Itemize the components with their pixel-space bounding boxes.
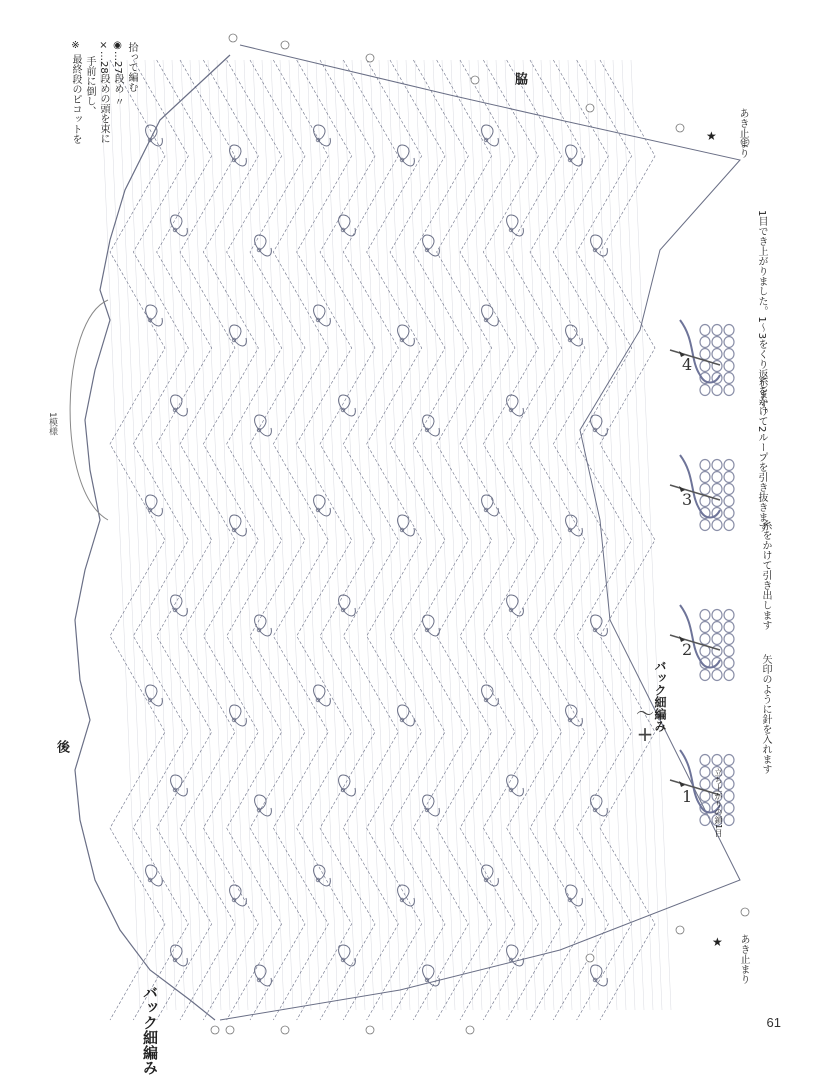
legend-title: バック細編み	[653, 660, 667, 732]
step-2-drawing	[670, 605, 734, 681]
step-4-number: 4	[682, 355, 693, 374]
step-2-number: 2	[682, 640, 693, 659]
legend-symbol-plus: +	[636, 722, 654, 746]
stitch-loop	[700, 520, 710, 531]
stitch-loop	[700, 767, 710, 778]
stitch-loop	[724, 337, 734, 348]
stitch-loop	[700, 610, 710, 621]
pattern-repeat-label: 1模様	[47, 412, 57, 436]
stitch-loop	[724, 658, 734, 669]
stitch-loop	[712, 646, 722, 657]
stitch-loop	[712, 496, 722, 507]
note-line-5: 拾って編む	[126, 42, 137, 92]
stitch-loop	[700, 337, 710, 348]
page-number: 61	[766, 1015, 781, 1030]
stitch-loop	[712, 622, 722, 633]
stitch-loop	[700, 460, 710, 471]
step-1-note: 立ち上がりの鎖1目	[714, 768, 723, 838]
stitch-loop	[712, 755, 722, 766]
step-4-text: 1目でき上がりました。1〜3をくり返します。	[756, 210, 767, 420]
stitch-loop	[724, 361, 734, 372]
stitch-loop	[724, 767, 734, 778]
step-3-drawing	[670, 455, 734, 531]
back-sc-title: バック細編み	[141, 985, 159, 1075]
side-label: 脇	[512, 72, 527, 85]
stitch-loop	[700, 779, 710, 790]
stitch-loop	[724, 779, 734, 790]
stitch-loop	[712, 349, 722, 360]
step-1-text: 矢印のように針を入れます	[760, 654, 771, 774]
stitch-loop	[724, 520, 734, 531]
stitch-loop	[712, 337, 722, 348]
back-label: 後	[54, 740, 69, 753]
stitch-loop	[724, 349, 734, 360]
finish-star-bottom: ★	[712, 935, 723, 949]
stitch-loop	[724, 472, 734, 483]
note-line-2: 手前に倒し、	[84, 56, 95, 116]
note-line-4: ◉…27段め 〃	[112, 40, 123, 107]
stitch-loop	[724, 670, 734, 681]
stitch-loop	[724, 373, 734, 384]
stitch-loop	[724, 508, 734, 519]
step-3-number: 3	[682, 490, 693, 509]
stitch-loop	[700, 472, 710, 483]
stitch-loop	[712, 484, 722, 495]
stitch-loop	[724, 755, 734, 766]
legend-symbol-wave: 〜	[636, 704, 654, 725]
stitch-loop	[712, 460, 722, 471]
stitch-loop	[712, 472, 722, 483]
step-4-drawing	[670, 320, 734, 396]
stitch-loop	[712, 520, 722, 531]
stitch-loop	[700, 622, 710, 633]
finish-label-bottom: あき止まり	[738, 934, 749, 984]
stitch-loop	[724, 791, 734, 802]
stitch-loop	[700, 385, 710, 396]
stitch-loop	[700, 755, 710, 766]
stitch-loop	[712, 361, 722, 372]
stitch-loop	[724, 460, 734, 471]
stitch-loop	[724, 385, 734, 396]
step-1-number: 1	[682, 787, 693, 806]
stitch-loop	[712, 325, 722, 336]
stitch-loop	[724, 325, 734, 336]
stitch-loop	[712, 385, 722, 396]
stitch-loop	[724, 496, 734, 507]
step-2-text: 糸をかけて引き出します	[760, 520, 771, 630]
stitch-loop	[700, 670, 710, 681]
finish-label-top: あき止まり	[737, 108, 748, 158]
stitch-loop	[724, 622, 734, 633]
stitch-loop	[712, 610, 722, 621]
note-line-1: ※ 最終段のピコットを	[70, 40, 81, 145]
stitch-loop	[700, 634, 710, 645]
stitch-loop	[724, 646, 734, 657]
stitch-loop	[712, 634, 722, 645]
step-1-drawing	[670, 750, 734, 838]
stitch-loop	[724, 815, 734, 826]
stitch-loop	[700, 325, 710, 336]
stitch-loop	[724, 610, 734, 621]
stitch-loop	[724, 634, 734, 645]
stitch-loop	[724, 484, 734, 495]
stitch-loop	[700, 349, 710, 360]
stitch-loop	[724, 803, 734, 814]
note-line-3: ×…28段めの頭を束に	[98, 40, 109, 144]
finish-star-top: ★	[706, 129, 717, 143]
stitch-loop	[712, 670, 722, 681]
stitch-loop	[700, 815, 710, 826]
step-3-text: 糸をかけて2ループを引き抜きます	[756, 376, 767, 533]
stitch-loop	[700, 484, 710, 495]
